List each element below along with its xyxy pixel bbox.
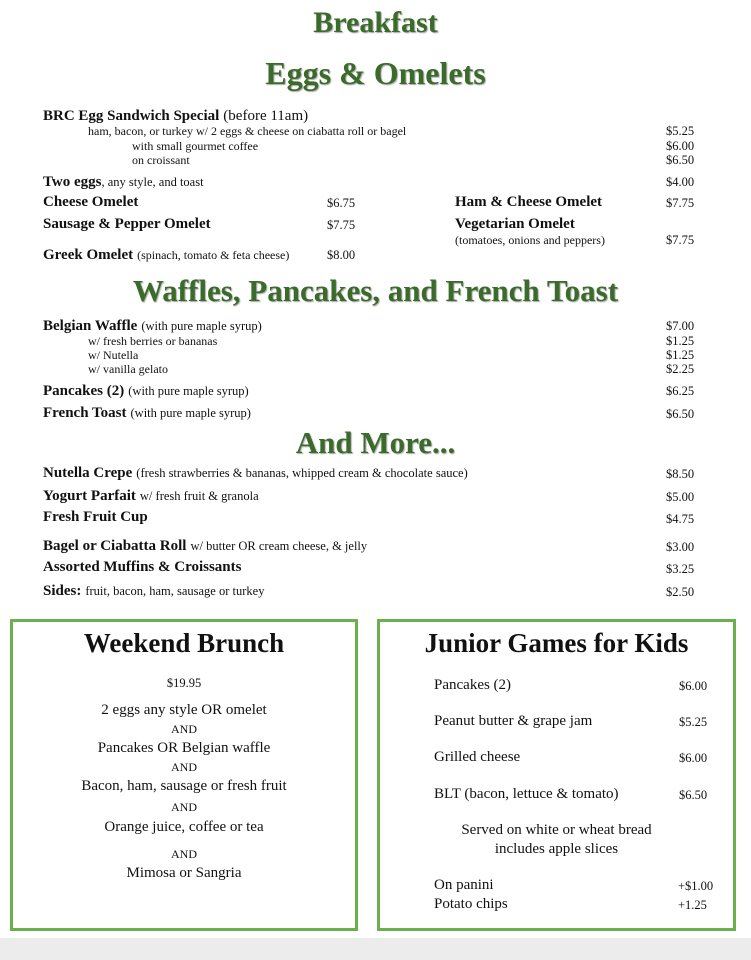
item-desc: , any style, and toast bbox=[101, 175, 204, 189]
section-heading-eggs: Eggs & Omelets bbox=[265, 55, 486, 91]
kids-item-name: Grilled cheese bbox=[434, 749, 521, 765]
box-title: Junior Games for Kids bbox=[424, 628, 689, 658]
item-price: $4.00 bbox=[666, 175, 695, 189]
item-name: Nutella Crepe bbox=[43, 465, 133, 481]
menu-item-belgian-waffle bbox=[43, 317, 262, 335]
item-desc: w/ butter OR cream cheese, & jelly bbox=[190, 539, 368, 553]
item-variant: with small gourmet coffee bbox=[132, 139, 259, 153]
item-price: $1.25 bbox=[666, 334, 695, 348]
menu-item-bagel bbox=[43, 537, 367, 555]
item-name: French Toast bbox=[43, 405, 127, 421]
kids-item-name: Pancakes (2) bbox=[434, 677, 512, 693]
item-desc: ham, bacon, or turkey w/ 2 eggs & cheese on ciabatta roll or bagel bbox=[88, 124, 407, 138]
brunch-and: AND bbox=[171, 800, 197, 814]
item-desc: (with pure maple syrup) bbox=[130, 406, 251, 420]
brunch-and: AND bbox=[171, 722, 197, 736]
item-name: Bagel or Ciabatta Roll bbox=[43, 538, 187, 554]
item-desc: fruit, bacon, ham, sausage or turkey bbox=[85, 584, 265, 598]
menu-item-french-toast bbox=[43, 404, 251, 422]
brunch-line: Bacon, ham, sausage or fresh fruit bbox=[81, 778, 287, 794]
menu-item-pancakes bbox=[43, 382, 249, 400]
item-price: $2.25 bbox=[666, 362, 695, 376]
menu-item-brc bbox=[43, 107, 308, 125]
menu-item-fruit-cup: Fresh Fruit Cup bbox=[43, 509, 148, 525]
item-price: $2.50 bbox=[666, 585, 695, 599]
item-price: $1.25 bbox=[666, 348, 695, 362]
item-name: Belgian Waffle bbox=[43, 318, 138, 334]
menu-item-ham-cheese-omelet: Ham & Cheese Omelet bbox=[455, 194, 603, 210]
kids-item-price: $6.00 bbox=[679, 751, 708, 765]
item-name: Yogurt Parfait bbox=[43, 488, 136, 504]
item-desc: (spinach, tomato & feta cheese) bbox=[137, 248, 290, 262]
item-price: $5.00 bbox=[666, 490, 695, 504]
item-price: $3.25 bbox=[666, 562, 695, 576]
item-price: $6.50 bbox=[666, 407, 695, 421]
kids-addon-name: Potato chips bbox=[434, 896, 508, 912]
menu-item-greek-omelet bbox=[43, 246, 289, 264]
kids-note: includes apple slices bbox=[494, 841, 619, 857]
item-price: $6.75 bbox=[327, 196, 356, 210]
item-price: $3.00 bbox=[666, 540, 695, 554]
brunch-line: Mimosa or Sangria bbox=[126, 865, 242, 881]
kids-item-price: $6.00 bbox=[679, 679, 708, 693]
item-price: $7.75 bbox=[327, 218, 356, 232]
kids-item-price: $6.50 bbox=[679, 788, 708, 802]
kids-addon-price: +1.25 bbox=[678, 898, 707, 912]
item-price: $6.00 bbox=[666, 139, 695, 153]
item-addon: w/ vanilla gelato bbox=[88, 362, 168, 376]
item-price: $7.00 bbox=[666, 319, 695, 333]
brunch-line: Pancakes OR Belgian waffle bbox=[97, 740, 271, 756]
brunch-and: AND bbox=[171, 760, 197, 774]
item-price: $7.75 bbox=[666, 196, 695, 210]
section-heading-waffles: Waffles, Pancakes, and French Toast bbox=[132, 273, 619, 308]
item-name: BRC Egg Sandwich Special bbox=[43, 108, 220, 124]
item-desc: w/ fresh fruit & granola bbox=[139, 489, 259, 503]
item-price: $6.25 bbox=[666, 384, 695, 398]
kids-menu-box bbox=[377, 619, 736, 931]
kids-addon-price: +$1.00 bbox=[678, 879, 714, 893]
item-desc: (tomatoes, onions and peppers) bbox=[455, 233, 605, 247]
item-desc: (with pure maple syrup) bbox=[128, 384, 249, 398]
item-addon: w/ fresh berries or bananas bbox=[88, 334, 218, 348]
item-variant: on croissant bbox=[132, 153, 190, 167]
item-price: $7.75 bbox=[666, 233, 695, 247]
item-name: Pancakes (2) bbox=[43, 383, 125, 399]
menu-item-yogurt-parfait bbox=[43, 487, 259, 505]
item-name: Sides: bbox=[43, 583, 82, 599]
weekend-brunch-box bbox=[10, 619, 358, 931]
item-price: $8.00 bbox=[327, 248, 356, 262]
brunch-line: Orange juice, coffee or tea bbox=[104, 819, 264, 835]
item-price: $5.25 bbox=[666, 124, 695, 138]
menu-item-cheese-omelet: Cheese Omelet bbox=[43, 194, 139, 210]
item-price: $6.50 bbox=[666, 153, 695, 167]
menu-item-sides bbox=[43, 582, 264, 600]
menu-item-sausage-omelet: Sausage & Pepper Omelet bbox=[43, 216, 211, 232]
menu-item-muffins: Assorted Muffins & Croissants bbox=[43, 559, 242, 575]
item-addon: w/ Nutella bbox=[88, 348, 139, 362]
item-name: Two eggs bbox=[43, 174, 102, 190]
kids-item-name: BLT (bacon, lettuce & tomato) bbox=[434, 786, 619, 802]
section-heading-more: And More... bbox=[295, 425, 456, 460]
box-title: Weekend Brunch bbox=[83, 628, 285, 658]
kids-item-price: $5.25 bbox=[679, 715, 708, 729]
item-name: Greek Omelet bbox=[43, 247, 134, 263]
item-note: (before 11am) bbox=[223, 108, 309, 124]
item-price: $4.75 bbox=[666, 512, 695, 526]
brunch-line: 2 eggs any style OR omelet bbox=[101, 702, 267, 718]
item-price: $8.50 bbox=[666, 467, 695, 481]
item-desc: (fresh strawberries & bananas, whipped cream & chocolate sauce) bbox=[136, 466, 468, 480]
kids-item-name: Peanut butter & grape jam bbox=[434, 713, 593, 729]
brunch-price: $19.95 bbox=[166, 676, 202, 690]
page-bottom-strip bbox=[0, 938, 751, 960]
kids-addon-name: On panini bbox=[434, 877, 494, 893]
menu-item-two-eggs bbox=[43, 173, 204, 191]
item-desc: (with pure maple syrup) bbox=[141, 319, 262, 333]
menu-item-nutella-crepe bbox=[43, 464, 468, 482]
kids-note: Served on white or wheat bread bbox=[461, 822, 652, 838]
brunch-and: AND bbox=[171, 847, 197, 861]
page-title: Breakfast bbox=[313, 6, 438, 39]
menu-item-vegetarian-omelet: Vegetarian Omelet bbox=[455, 216, 575, 232]
